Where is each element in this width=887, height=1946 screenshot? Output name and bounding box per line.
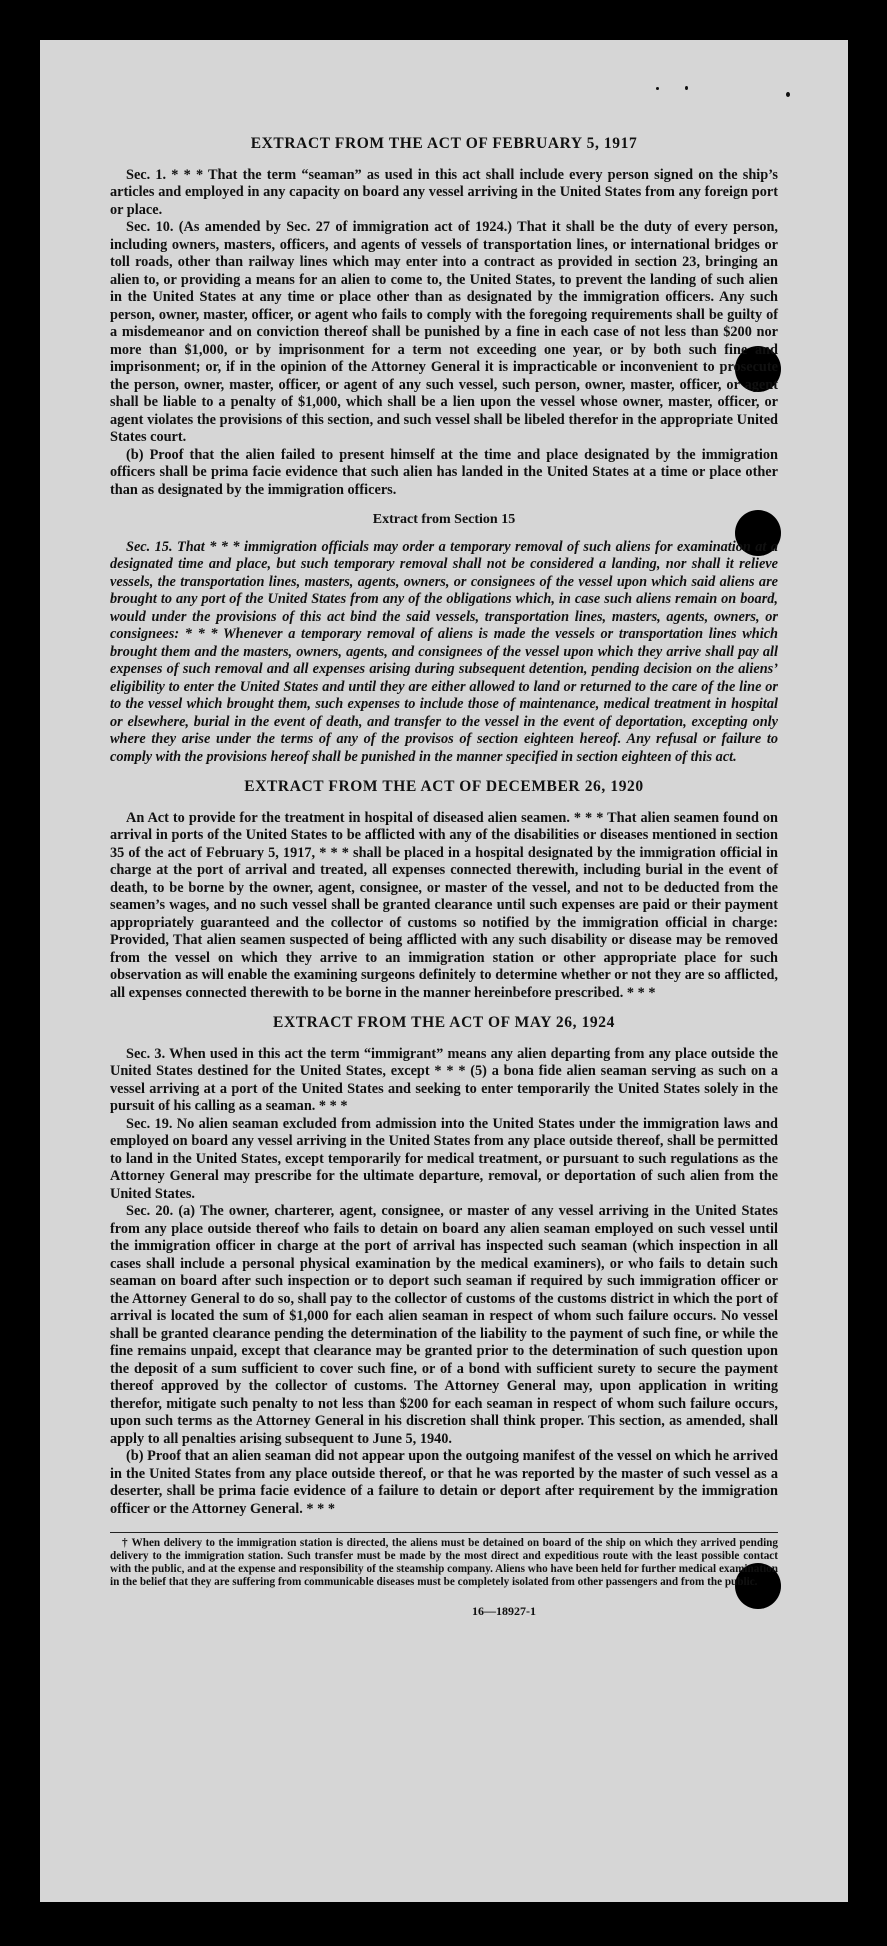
paragraph: An Act to provide for the treatment in hospital of diseased alien seamen. * * * That alien seamen found on arrival in ports of the United States to be afflicted with any of the disabilities or diseases mentioned in section 35 of the act of February 5, 1917, * * * shall be placed in a hospital designated by the immigration official in charge at the port of arrival and treated, all expenses connected therewith, including burial in the event of death, to be borne by the owner, agent, consignee, or master of the vessel, and not to be deducted from the seamen’s wages, and no such vessel shall be granted clearance until such expenses are paid or their payment appropriately guaranteed and the collector of customs so notified by the immigration official in charge: Provided, That alien seamen suspected of being afflicted with any such disability or disease may be removed from the vessel on which they arrive to an immigration station or other appropriate place for such observation as will enable the examining surgeons definitely to determine whether or not they are so afflicted, all expenses connected therewith to be borne in the manner hereinbefore prescribed. * * * — [110, 809, 778, 1001]
paragraph: Sec. 3. When used in this act the term “immigrant” means any alien departing from any place outside the United States destined for the United States, except * * * (5) a bona fide alien seaman serving as such on a vessel arriving at a port of the United States and seeking to enter temporarily the United States solely in the pursuit of his calling as a seaman. * * * — [110, 1045, 778, 1114]
section-extract-15 — [110, 511, 778, 766]
paragraph: (b) Proof that an alien seaman did not appear upon the outgoing manifest of the vessel on which he arrived in the United States from any place outside thereof, or that he was reported by the master of such vessel as a deserter, shall be prima facie evidence of a failure to detain or deport after requirement by the immigration officer or the Attorney General. * * * — [110, 1448, 778, 1517]
section-subheading: Extract from Section 15 — [372, 512, 516, 527]
ink-speck — [656, 87, 659, 90]
document-text — [110, 135, 778, 1621]
ink-speck — [786, 92, 790, 97]
section-act-1924 — [110, 1014, 778, 1518]
paragraph: Sec. 19. No alien seaman excluded from admission into the United States under the immigration laws and employed on board any vessel arriving in the United States from any place outside thereof, shall be permitted to land in the United States, except temporarily for medical treatment, or pursuant to such regulations as the Attorney General may prescribe for the ultimate departure, removal, or deportation of such alien from the United States. — [110, 1115, 778, 1202]
document-number: 16—18927-1 — [472, 1604, 536, 1618]
section-heading: EXTRACT FROM THE ACT OF DECEMBER 26, 1920 — [244, 778, 644, 795]
section-heading: EXTRACT FROM THE ACT OF FEBRUARY 5, 1917 — [250, 135, 638, 152]
paragraph: Sec. 10. (As amended by Sec. 27 of immigration act of 1924.) That it shall be the duty of every person, including owners, masters, officers, and agents of vessels of transportation lines, or international bridges or toll roads, other than railway lines which may enter into a contract as provided in section 23, bringing an alien to, or providing a means for an alien to come to, the United States, to prevent the landing of such alien in the United States at any time or place other than as designated by the immigration officers. Any such person, owner, master, officer, or agent who fails to comply with the foregoing requirements shall be guilty of a misdemeanor and on conviction thereof shall be punished by a fine in each case of not less than $200 nor more than $1,000, or by imprisonment for a term not exceeding one year, or by both such fine and imprisonment; or, if in the opinion of the Attorney General it is impracticable or inconvenient to prosecute the person, owner, master, officer, or agent of any such vessel, such person, owner, master, officer, or agent shall be liable to a penalty of $1,000, which shall be a lien upon the vessel whose owner, master, officer, or agent violates the provisions of this section, and such vessel shall be libeled therefor in the appropriate United States court. — [110, 219, 778, 445]
paragraph: Sec. 1. * * * That the term “seaman” as used in this act shall include every person signed on the ship’s articles and employed in any capacity on board any vessel arriving in the United States from any foreign port or place. — [110, 166, 778, 218]
section-act-1917 — [110, 135, 778, 499]
ink-speck — [685, 86, 688, 90]
paragraph: (b) Proof that the alien failed to present himself at the time and place designated by the immigration officers shall be prima facie evidence that such alien has landed in the United States at a time or place other than as designated by the immigration officers. — [110, 446, 778, 498]
section-heading: EXTRACT FROM THE ACT OF MAY 26, 1924 — [273, 1014, 615, 1031]
footnote: † When delivery to the immigration station is directed, the aliens must be detained on board of the ship on which they arrived pending delivery to the immigration station. Such transfer must be made by the most direct and expeditious route with the least possible contact with the public, and at the expense and responsibility of the steamship company. Aliens who have been held for further medical examination in the belief that they are suffering from communicable diseases must be completely isolated from other passengers and from the public. — [110, 1537, 778, 1588]
paragraph: Sec. 15. That * * * immigration officials may order a temporary removal of such aliens for examination at a designated time and place, but such temporary removal shall not be considered a landing, nor shall it relieve vessels, the transportation lines, masters, agents, owners, or consignees of the vessel upon which said aliens are brought to any port of the United States from any of the obligations which, in case such aliens remain on board, would under the provisions of this act bind the said vessels, transportation lines, masters, agents, owners, or consignees: * * * Whenever a temporary removal of aliens is made the vessels or transportation lines which brought them and the masters, owners, agents, and consignees of the vessel upon which they arrive shall pay all expenses of such removal and all expenses arising during subsequent detention, pending decision on the aliens’ eligibility to enter the United States and until they are either allowed to land or returned to the care of the line or to the vessel which brought them, such expenses to include those of maintenance, medical treatment in hospital or elsewhere, burial in the event of death, and transfer to the vessel in the event of deportation, excepting only where they arise under the terms of any of the provisos of section eighteen hereof. Any refusal or failure to comply with the provisions hereof shall be punished in the manner specified in section eighteen of this act. — [110, 538, 778, 765]
document-page — [40, 40, 848, 1902]
footnote-divider — [110, 1532, 778, 1533]
paragraph: Sec. 20. (a) The owner, charterer, agent, consignee, or master of any vessel arriving in the United States from any place outside thereof who fails to detain on board any alien seaman employed on such vessel until the immigration officer in charge at the port of arrival has inspected such seaman (which inspection in all cases shall include a personal physical examination by the medical examiners), or who fails to detain such seaman on board after such inspection or to deport such seaman if required by such immigration officer or the Attorney General to do so, shall pay to the collector of customs of the customs district in which the port of arrival is located the sum of $1,000 for each alien seaman in respect of whom such failure occurs. No vessel shall be granted clearance pending the determination of the liability to the payment of such fine, or while the fine remains unpaid, except that clearance may be granted prior to the determination of such question upon the deposit of a sum sufficient to cover such fine, or of a bond with sufficient surety to secure the payment thereof approved by the collector of customs. The Attorney General may, upon application in writing therefor, mitigate such penalty to not less than $200 for each seaman in respect of whom such failure occurs, upon such terms as the Attorney General in his discretion shall think proper. This section, as amended, shall apply to all penalties arising subsequent to June 5, 1940. — [110, 1203, 778, 1447]
section-act-1920 — [110, 778, 778, 1002]
